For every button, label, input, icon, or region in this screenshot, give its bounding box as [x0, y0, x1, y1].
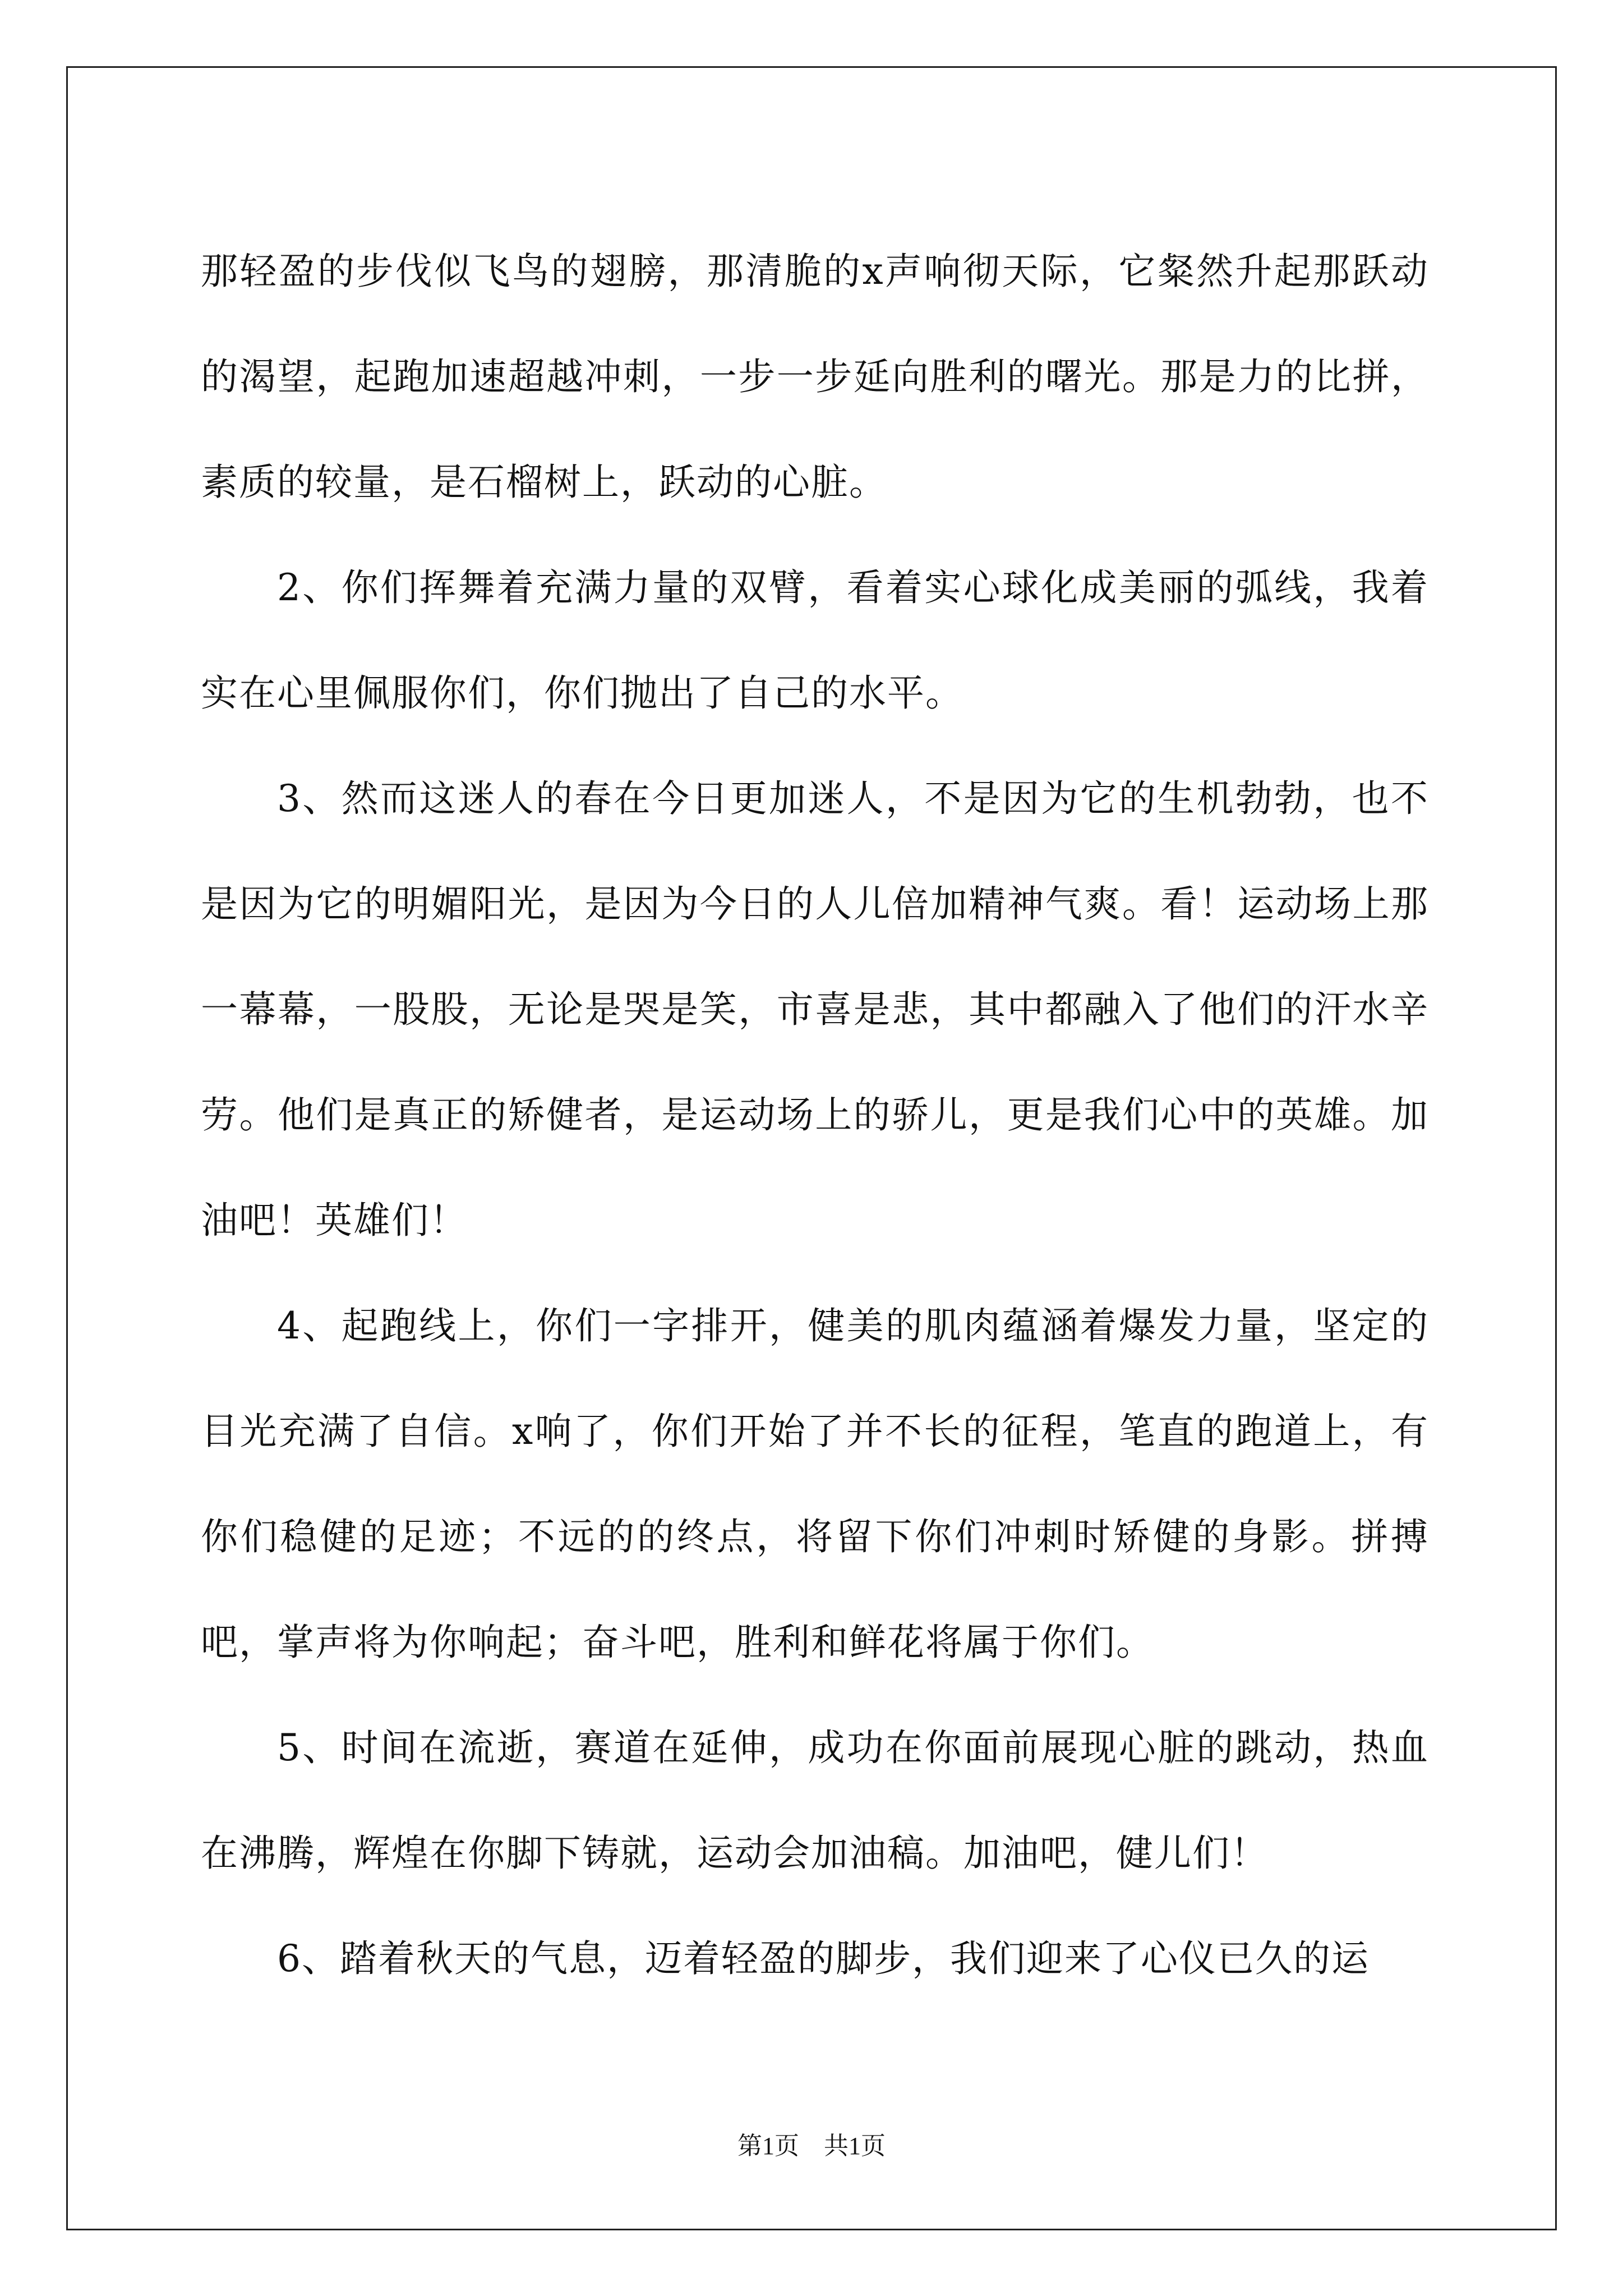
paragraph-4: 4、起跑线上，你们一字排开，健美的肌肉蕴涵着爆发力量，坚定的目光充满了自信。x响了，你们开始了并不长的征程，笔直的跑道上，有你们稳健的足迹；不远的的终点，将留下你们冲刺时矫健的身影。拼搏吧，掌声将为你响起；奋斗吧，胜利和鲜花将属于你们。	[201, 1304, 1429, 1664]
paragraph-2: 2、你们挥舞着充满力量的双臂，看着实心球化成美丽的弧线，我着实在心里佩服你们，你们抛出了自己的水平。	[201, 566, 1429, 715]
paragraph-1: 那轻盈的步伐似飞鸟的翅膀，那清脆的x声响彻天际，它粲然升起那跃动的渴望，起跑加速超越冲刺，一步一步延向胜利的曙光。那是力的比拼，素质的较量，是石榴树上，跃动的心脏。	[201, 250, 1429, 504]
paragraph-3: 3、然而这迷人的春在今日更加迷人，不是因为它的生机勃勃，也不是因为它的明媚阳光，是因为今日的人儿倍加精神气爽。看！运动场上那一幕幕，一股股，无论是哭是笑，市喜是悲，其中都融入了他们的汗水辛劳。他们是真正的矫健者，是运动场上的骄儿，更是我们心中的英雄。加油吧！英雄们！	[201, 777, 1429, 1242]
document-body	[201, 219, 1429, 2012]
paragraph-5: 5、时间在流逝，赛道在延伸，成功在你面前展现心脏的跳动，热血在沸腾，辉煌在你脚下铸就，运动会加油稿。加油吧，健儿们！	[201, 1726, 1429, 1875]
page-number-footer: 第1页 共1页	[737, 2132, 886, 2160]
paragraph-6: 6、踏着秋天的气息，迈着轻盈的脚步，我们迎来了心仪已久的运	[277, 1937, 1370, 1980]
